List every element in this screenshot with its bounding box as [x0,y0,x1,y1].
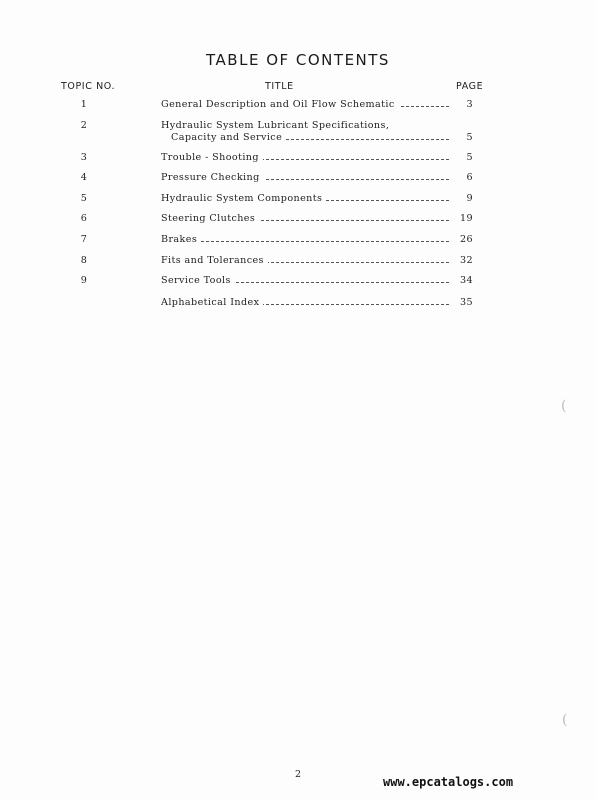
topic-title: Hydraulic System Components [161,193,326,204]
toc-leader-line [161,275,473,286]
toc-leader-line [161,255,473,266]
toc-leader-line [161,193,473,204]
page-ref: 26 [451,234,473,245]
page-ref: 32 [451,255,473,266]
toc-leader-line [161,213,473,224]
toc-leader-line [161,172,473,183]
topic-number: 6 [80,213,88,224]
page-title: TABLE OF CONTENTS [206,51,390,69]
page-ref: 5 [451,152,473,163]
page-ref: 35 [451,297,473,308]
topic-title: Steering Clutches [161,213,259,224]
topic-number: 5 [80,193,88,204]
toc-leader-line [171,132,473,143]
topic-number: 4 [80,172,88,183]
watermark: www.epcatalogs.com [383,775,514,789]
topic-title: Pressure Checking [161,172,264,183]
scan-mark: ( [561,398,567,414]
toc-leader-line [161,99,473,110]
page-ref: 19 [451,213,473,224]
page-column-header: PAGE [456,81,484,92]
page-ref: 5 [451,132,473,143]
toc-leader-line [161,234,473,245]
topic-number: 1 [80,99,88,110]
scan-mark: ( [562,712,568,728]
page-ref: 9 [451,193,473,204]
topic-number: 3 [80,152,88,163]
page-number: 2 [294,769,302,780]
topic-title: Brakes [161,234,201,245]
topic-number: 7 [80,234,88,245]
toc-leader-line [161,297,473,308]
page-ref: 34 [451,275,473,286]
topic-title: Trouble - Shooting [161,152,263,163]
topic-title-line1: Hydraulic System Lubricant Specifications, [161,120,390,131]
topic-number: 8 [80,255,88,266]
topic-title: Service Tools [161,275,235,286]
page-ref: 6 [451,172,473,183]
toc-leader-line [161,152,473,163]
page-ref: 3 [451,99,473,110]
topic-title: Alphabetical Index [161,297,263,308]
title-column-header: TITLE [265,81,294,92]
topic-title: Fits and Tolerances [161,255,268,266]
topic-column-header: TOPIC NO. [61,81,116,92]
topic-title: General Description and Oil Flow Schematic [161,99,399,110]
topic-title: Capacity and Service [171,132,286,143]
topic-number: 2 [80,120,88,131]
topic-number: 9 [80,275,88,286]
